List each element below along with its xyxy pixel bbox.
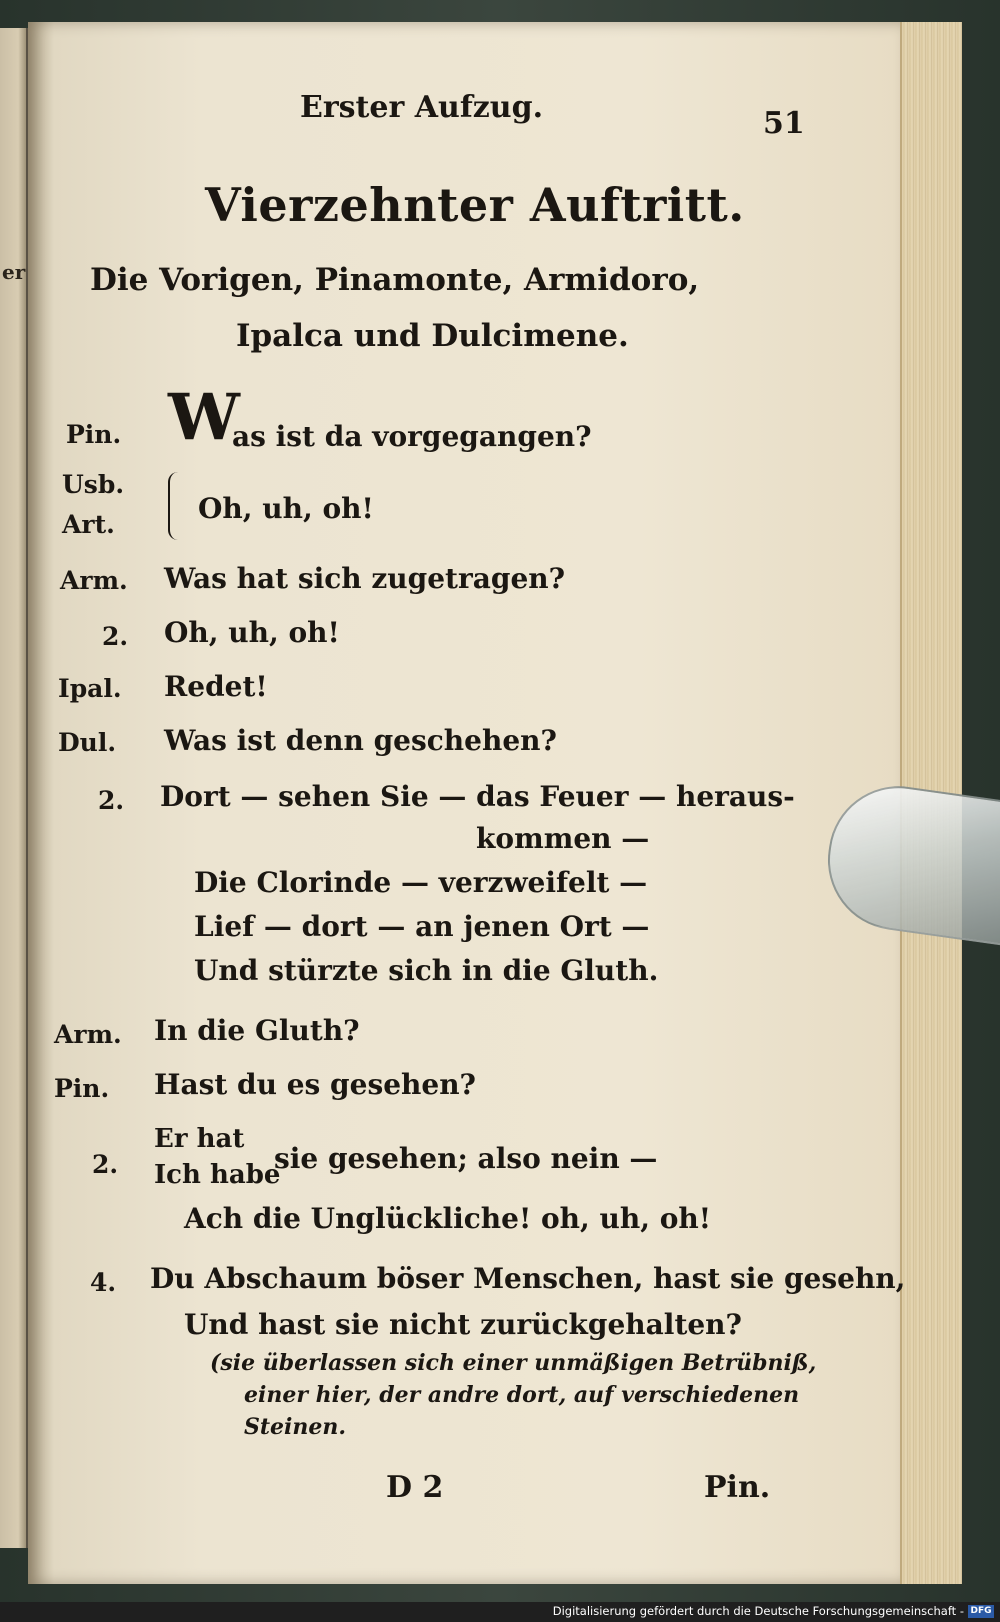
stage-direction-line: Steinen. — [244, 1414, 347, 1440]
left-page-edge — [0, 28, 28, 1548]
speaker-label: 2. — [92, 1150, 119, 1179]
drop-cap: W — [168, 380, 240, 455]
characters-line-2: Ipalca und Dulcimene. — [236, 318, 629, 354]
dialogue-line: sie gesehen; also nein — — [274, 1142, 658, 1175]
speaker-label: Pin. — [54, 1074, 110, 1103]
dialogue-line: Hast du es gesehen? — [154, 1068, 476, 1101]
dialogue-line: Oh, uh, oh! — [198, 492, 374, 525]
dialogue-line: Redet! — [164, 670, 268, 703]
split-line-bottom: Ich habe — [154, 1160, 281, 1190]
dialogue-line: In die Gluth? — [154, 1014, 360, 1047]
speaker-brace — [168, 472, 184, 540]
speaker-label: Art. — [62, 510, 115, 539]
scene-title: Vierzehnter Auftritt. — [205, 178, 745, 232]
speaker-label: 4. — [90, 1268, 117, 1297]
dialogue-line: Was hat sich zugetragen? — [164, 562, 566, 595]
running-head: Erster Aufzug. — [300, 90, 544, 125]
speaker-label: Dul. — [58, 728, 117, 757]
dialogue-line: Und stürzte sich in die Gluth. — [194, 954, 659, 987]
speaker-label: Pin. — [66, 420, 122, 449]
dialogue-line: Und hast sie nicht zurückgehalten? — [184, 1308, 742, 1341]
dialogue-line: Ach die Unglückliche! oh, uh, oh! — [184, 1202, 712, 1235]
stage-direction-line: einer hier, der andre dort, auf verschiedenen — [244, 1382, 800, 1408]
dialogue-line: as ist da vorgegangen? — [232, 420, 592, 453]
speaker-label: Usb. — [62, 470, 125, 499]
dialogue-line: Die Clorinde — verzweifelt — — [194, 866, 648, 899]
stage-direction-line: (sie überlassen sich einer unmäßigen Betrübniß, — [210, 1350, 817, 1376]
dialogue-line: Lief — dort — an jenen Ort — — [194, 910, 650, 943]
split-line-top: Er hat — [154, 1124, 245, 1154]
catchword: Pin. — [704, 1470, 771, 1505]
speaker-label: Arm. — [60, 566, 128, 595]
speaker-label: Arm. — [54, 1020, 122, 1049]
speaker-label: 2. — [98, 786, 125, 815]
signature-mark: D 2 — [386, 1470, 444, 1505]
dialogue-line: Dort — sehen Sie — das Feuer — heraus- — [160, 780, 795, 813]
digitization-credit: Digitalisierung gefördert durch die Deutsche Forschungsgemeinschaft - — [552, 1604, 964, 1618]
dialogue-line: Oh, uh, oh! — [164, 616, 340, 649]
dfg-logo: DFG — [968, 1605, 994, 1618]
characters-line-1: Die Vorigen, Pinamonte, Armidoro, — [90, 262, 700, 298]
dialogue-line: Du Abschaum böser Menschen, hast sie gesehn, — [150, 1262, 906, 1295]
speaker-label: 2. — [102, 622, 129, 651]
dialogue-line: kommen — — [476, 822, 650, 855]
speaker-label: Ipal. — [58, 674, 122, 703]
page-number: 51 — [763, 106, 805, 141]
dialogue-line: Was ist denn geschehen? — [164, 724, 557, 757]
left-page-fragment: er — [2, 260, 26, 284]
